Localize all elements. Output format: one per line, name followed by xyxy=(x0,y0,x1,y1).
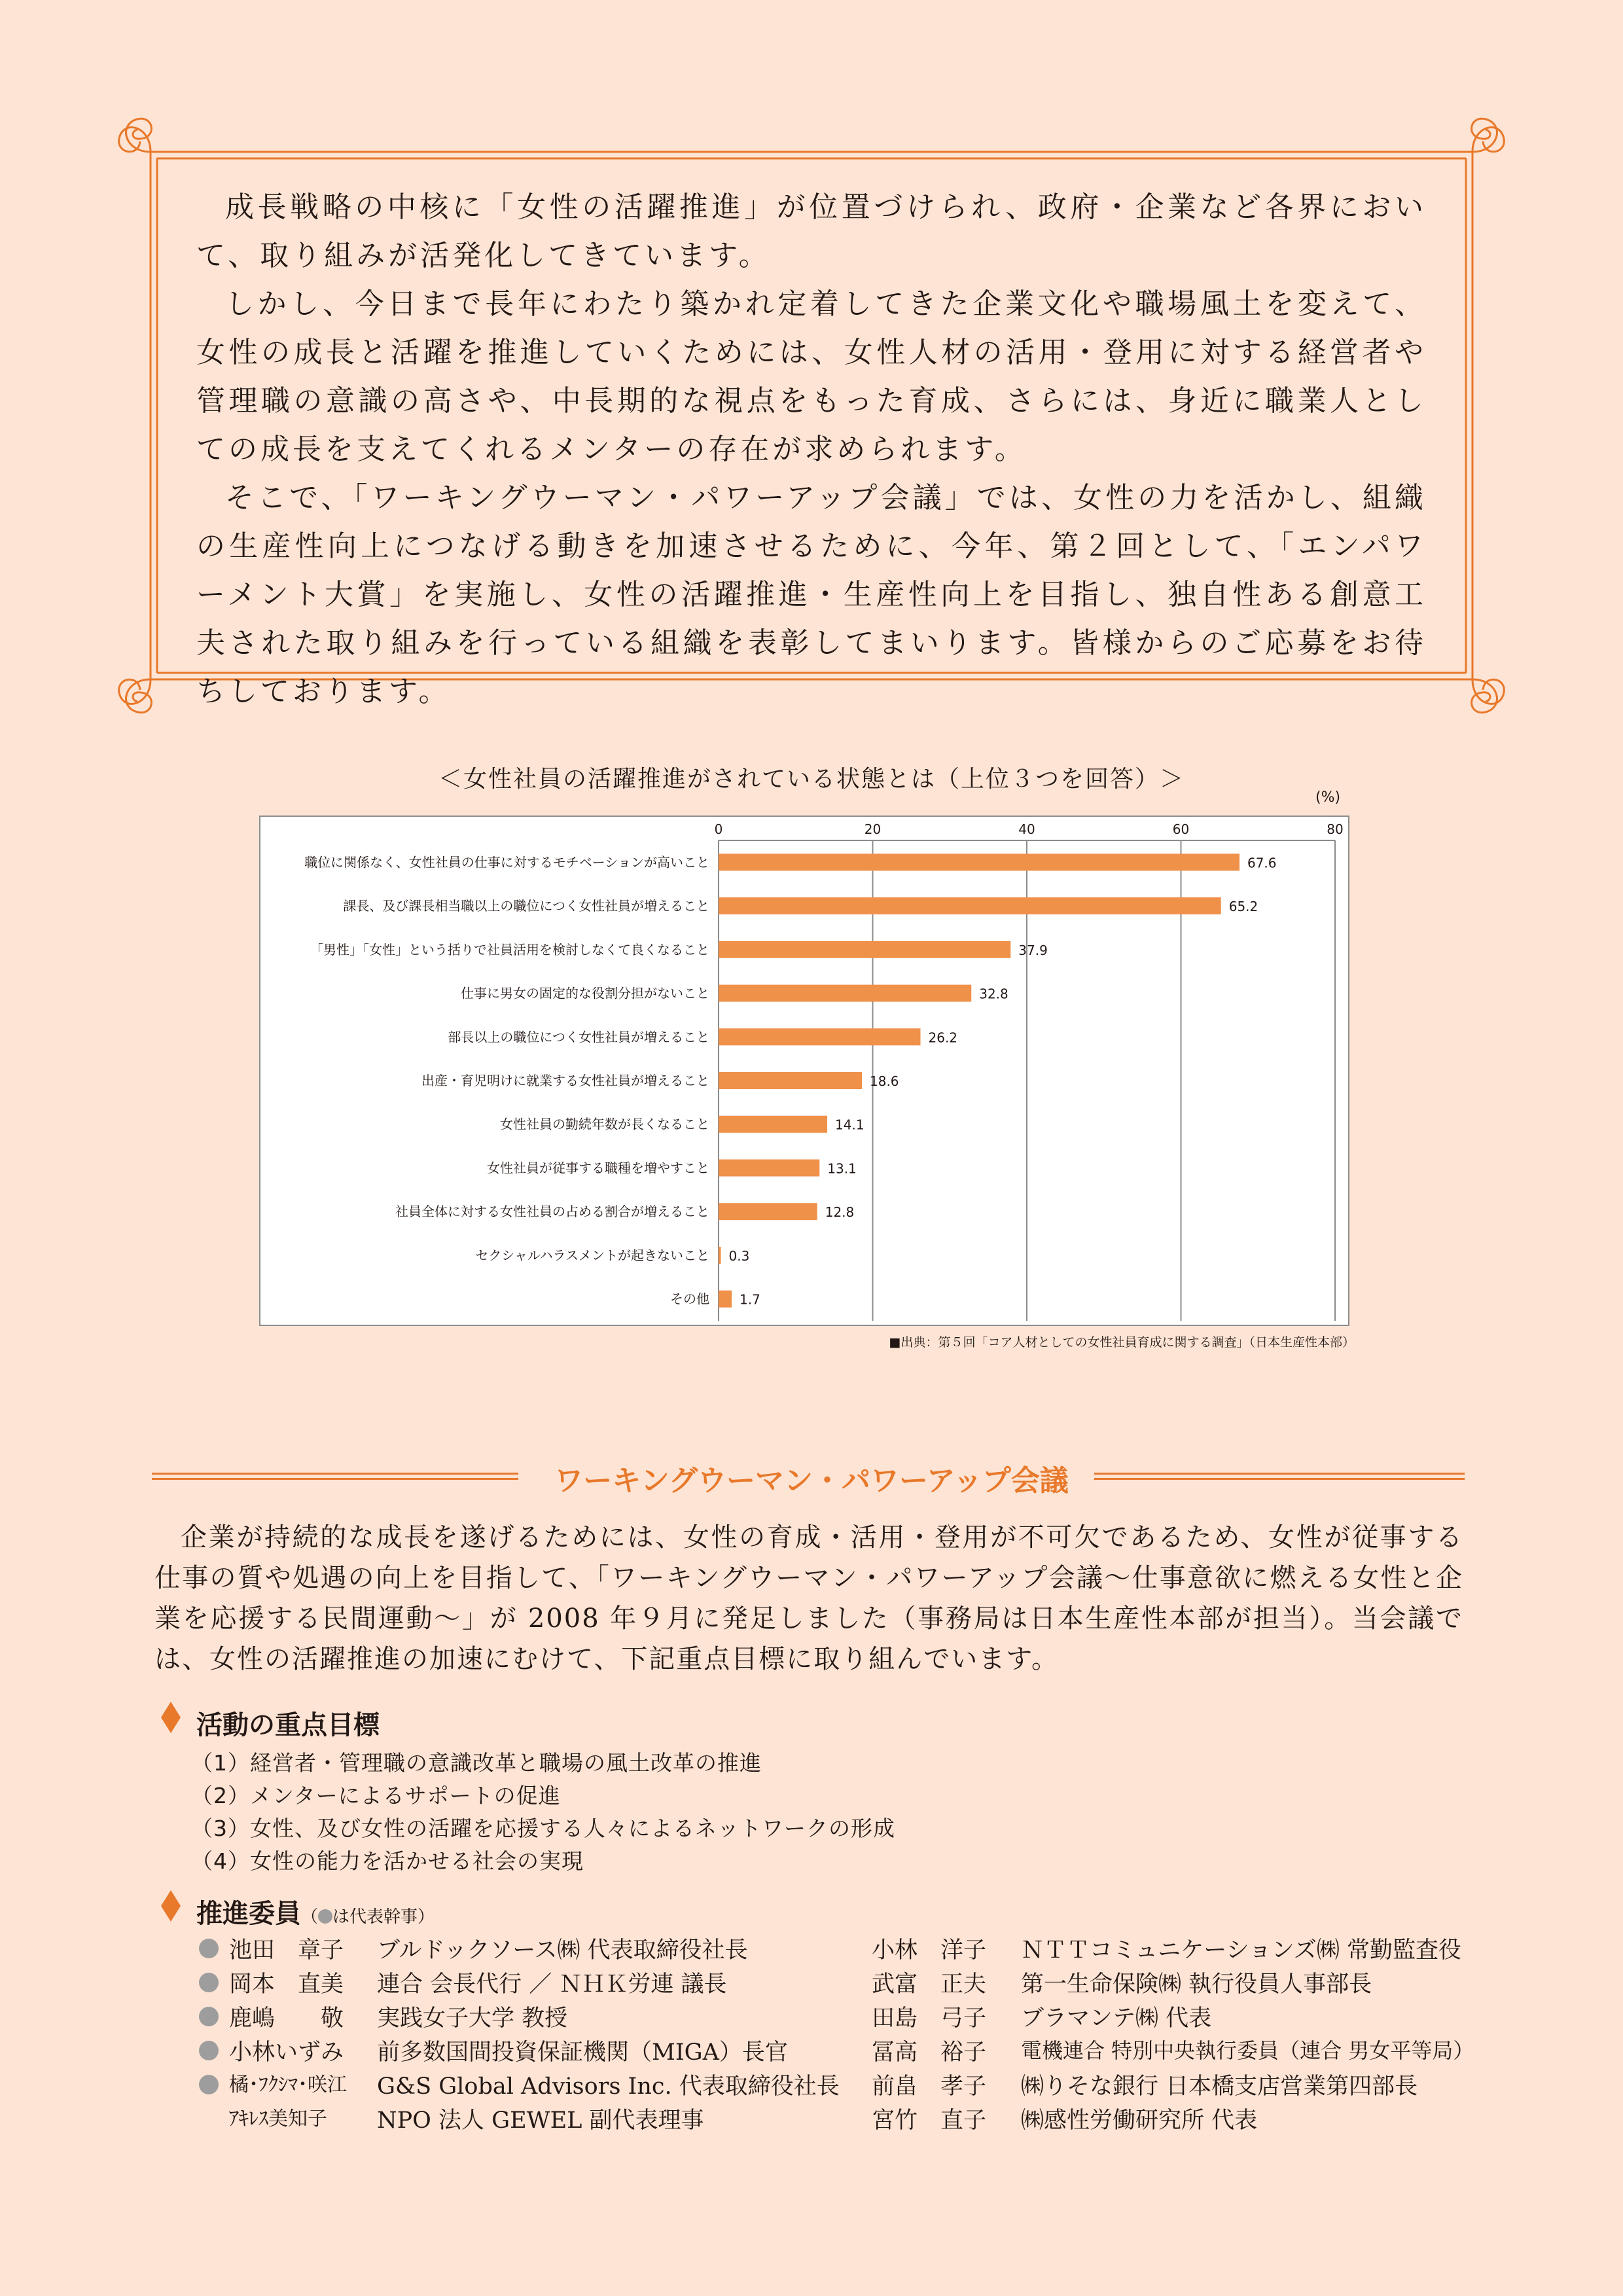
chart-unit: (%) xyxy=(1315,789,1341,806)
chart-svg xyxy=(260,817,1348,1325)
bar xyxy=(719,1072,862,1089)
intro-text xyxy=(196,183,1427,716)
chart-title: ＜女性社員の活躍推進がされている状態とは（上位３つを回答）＞ xyxy=(438,766,1185,793)
bar xyxy=(719,1028,921,1045)
intro-paragraph: 成長戦略の中核に「女性の活躍推進」が位置づけられ、政府・企業など各界において、取り組みが活発化してきています。 xyxy=(196,190,1427,272)
category-label: 女性社員の勤続年数が長くなること xyxy=(500,1116,709,1132)
member-name: 宮竹 直子 xyxy=(872,2108,987,2134)
member-name: 武富 正夫 xyxy=(872,1971,987,1998)
x-tick-label: 40 xyxy=(1018,821,1035,837)
goal-item: （3）女性、及び女性の活躍を応援する人々によるネットワークの形成 xyxy=(191,1816,895,1841)
bar xyxy=(719,1203,817,1220)
bar xyxy=(719,1247,721,1264)
member-name: 小林いずみ xyxy=(229,2039,344,2066)
category-label: 部長以上の職位につく女性社員が増えること xyxy=(448,1029,709,1045)
goals-heading: 活動の重点目標 xyxy=(196,1710,380,1740)
member-name: 田島 弓子 xyxy=(872,2005,987,2032)
x-tick-label: 20 xyxy=(864,821,882,837)
member-affiliation: ブルドックソース㈱ 代表取締役社長 xyxy=(377,1937,748,1964)
value-label: 26.2 xyxy=(928,1030,958,1046)
section-paragraph: 企業が持続的な成長を遂げるためには、女性の育成・活用・登用が不可欠であるため、女性が従事する仕事の質や処遇の向上を目指して、「ワーキングウーマン・パワーアップ会議～仕事意欲に燃える女性と企業を応援する民間運動～」が 2008 年９月に発足しました（事務局は日本生産性本部が担当）。当会議では、女性の活躍推進の加速にむけて、下記重点目標に取り組んでいます。 xyxy=(154,1522,1463,1674)
value-label: 37.9 xyxy=(1018,942,1048,958)
member-affiliation: ㈱感性労働研究所 代表 xyxy=(1021,2108,1258,2134)
member-affiliation: 連合 会長代行 ／ ＮＨＫ労連 議長 xyxy=(377,1971,727,1998)
diamond-icon xyxy=(161,1890,181,1922)
intro-paragraph: そこで、「ワーキングウーマン・パワーアップ会議」では、女性の力を活かし、組織の生産性向上につなげる動きを加速させるために、今年、第２回として、「エンパワーメント大賞」を実施し、女性の活躍推進・生産性向上を目指し、独自性ある創意工夫された取り組みを行っている組織を表彰してまいります。皆様からのご応募をお待ちしております。 xyxy=(196,481,1427,708)
value-label: 13.1 xyxy=(827,1160,857,1177)
bar xyxy=(719,1291,732,1308)
value-label: 0.3 xyxy=(728,1247,750,1264)
member-affiliation: ㈱りそな銀行 日本橋支店営業第四部長 xyxy=(1021,2073,1418,2100)
chart-source: ■出典：第５回「コア人材としての女性社員育成に関する調査」（日本生産性本部） xyxy=(889,1335,1355,1350)
member-name: 岡本 直美 xyxy=(229,1971,344,1998)
x-tick-label: 0 xyxy=(714,821,723,837)
member-name: 前畠 孝子 xyxy=(872,2073,987,2100)
member-name: 橘･ﾌｸｼﾏ･咲江 xyxy=(229,2073,347,2096)
lead-marker-icon xyxy=(199,2007,219,2026)
category-label: セクシャルハラスメントが起きないこと xyxy=(475,1247,709,1263)
member-affiliation: G&S Global Advisors Inc. 代表取締役社長 xyxy=(377,2073,840,2100)
category-label: 出産・育児明けに就業する女性社員が増えること xyxy=(421,1073,709,1088)
bar xyxy=(719,985,971,1002)
intro-paragraph: しかし、今日まで長年にわたり築かれ定着してきた企業文化や職場風土を変えて、女性の成長と活躍を推進していくためには、女性人材の活用・登用に対する経営者や管理職の意識の高さや、中長期的な視点をもった育成、さらには、身近に職業人としての成長を支えてくれるメンターの存在が求められます。 xyxy=(196,287,1427,466)
value-label: 12.8 xyxy=(825,1204,855,1221)
category-label: 課長、及び課長相当職以上の職位につく女性社員が増えること xyxy=(343,898,709,914)
members-note: （ は代表幹事） xyxy=(301,1907,435,1927)
bar xyxy=(719,897,1221,914)
section-title: ワーキングウーマン・パワーアップ会議 xyxy=(554,1464,1069,1498)
member-affiliation: NPO 法人 GEWEL 副代表理事 xyxy=(377,2108,704,2134)
value-label: 65.2 xyxy=(1228,899,1258,915)
value-label: 14.1 xyxy=(835,1117,865,1133)
goal-item: （4）女性の能力を活かせる社会の実現 xyxy=(191,1848,584,1874)
value-label: 67.6 xyxy=(1247,855,1277,871)
member-affiliation: 電機連合 特別中央執行委員（連合 男女平等局） xyxy=(1021,2038,1474,2063)
category-label: 「男性」「女性」という括りで社員活用を検討しなくて良くなること xyxy=(310,941,709,958)
lead-marker-icon xyxy=(199,2075,219,2094)
lead-marker-icon xyxy=(318,1909,332,1924)
value-label: 32.8 xyxy=(979,986,1008,1002)
members-heading-text: 推進委員 xyxy=(196,1899,301,1929)
lead-marker-icon xyxy=(199,2041,219,2060)
member-name: 冨高 裕子 xyxy=(872,2039,987,2066)
goal-item: （2）メンターによるサポートの促進 xyxy=(191,1783,561,1808)
member-affiliation: ＮＴＴコミュニケーションズ㈱ 常勤監査役 xyxy=(1021,1937,1461,1964)
diamond-icon xyxy=(161,1702,181,1733)
member-affiliation: 前多数国間投資保証機関（MIGA）長官 xyxy=(377,2039,788,2066)
member-name: 小林 洋子 xyxy=(872,1937,987,1964)
x-tick-label: 80 xyxy=(1327,821,1344,837)
lead-marker-icon xyxy=(199,1939,219,1958)
category-label: 仕事に男女の固定的な役割分担がないこと xyxy=(461,985,709,1001)
x-tick-label: 60 xyxy=(1172,821,1190,837)
member-name: 池田 章子 xyxy=(229,1937,344,1964)
member-affiliation: 実践女子大学 教授 xyxy=(377,2005,568,2032)
section-body xyxy=(154,1517,1463,1679)
value-label: 1.7 xyxy=(740,1291,760,1308)
goal-item: （1）経営者・管理職の意識改革と職場の風土改革の推進 xyxy=(191,1750,762,1776)
value-label: 18.6 xyxy=(870,1073,899,1089)
member-affiliation: 第一生命保険㈱ 執行役員人事部長 xyxy=(1021,1971,1372,1998)
category-label: その他 xyxy=(670,1291,709,1307)
category-label: 女性社員が従事する職種を増やすこと xyxy=(487,1160,709,1176)
category-label: 職位に関係なく、女性社員の仕事に対するモチベーションが高いこと xyxy=(304,854,709,870)
bar xyxy=(719,941,1010,958)
bar-chart xyxy=(259,816,1349,1326)
member-name: ｱｷﾚｽ美知子 xyxy=(229,2108,327,2130)
bar xyxy=(719,853,1240,870)
category-label: 社員全体に対する女性社員の占める割合が増えること xyxy=(395,1204,709,1220)
member-affiliation: ブラマンテ㈱ 代表 xyxy=(1021,2005,1212,2032)
bar xyxy=(719,1159,819,1176)
lead-marker-icon xyxy=(199,1973,219,1992)
member-name: 鹿嶋 敬 xyxy=(229,2005,344,2032)
members-heading xyxy=(196,1893,435,1930)
bar xyxy=(719,1116,827,1133)
